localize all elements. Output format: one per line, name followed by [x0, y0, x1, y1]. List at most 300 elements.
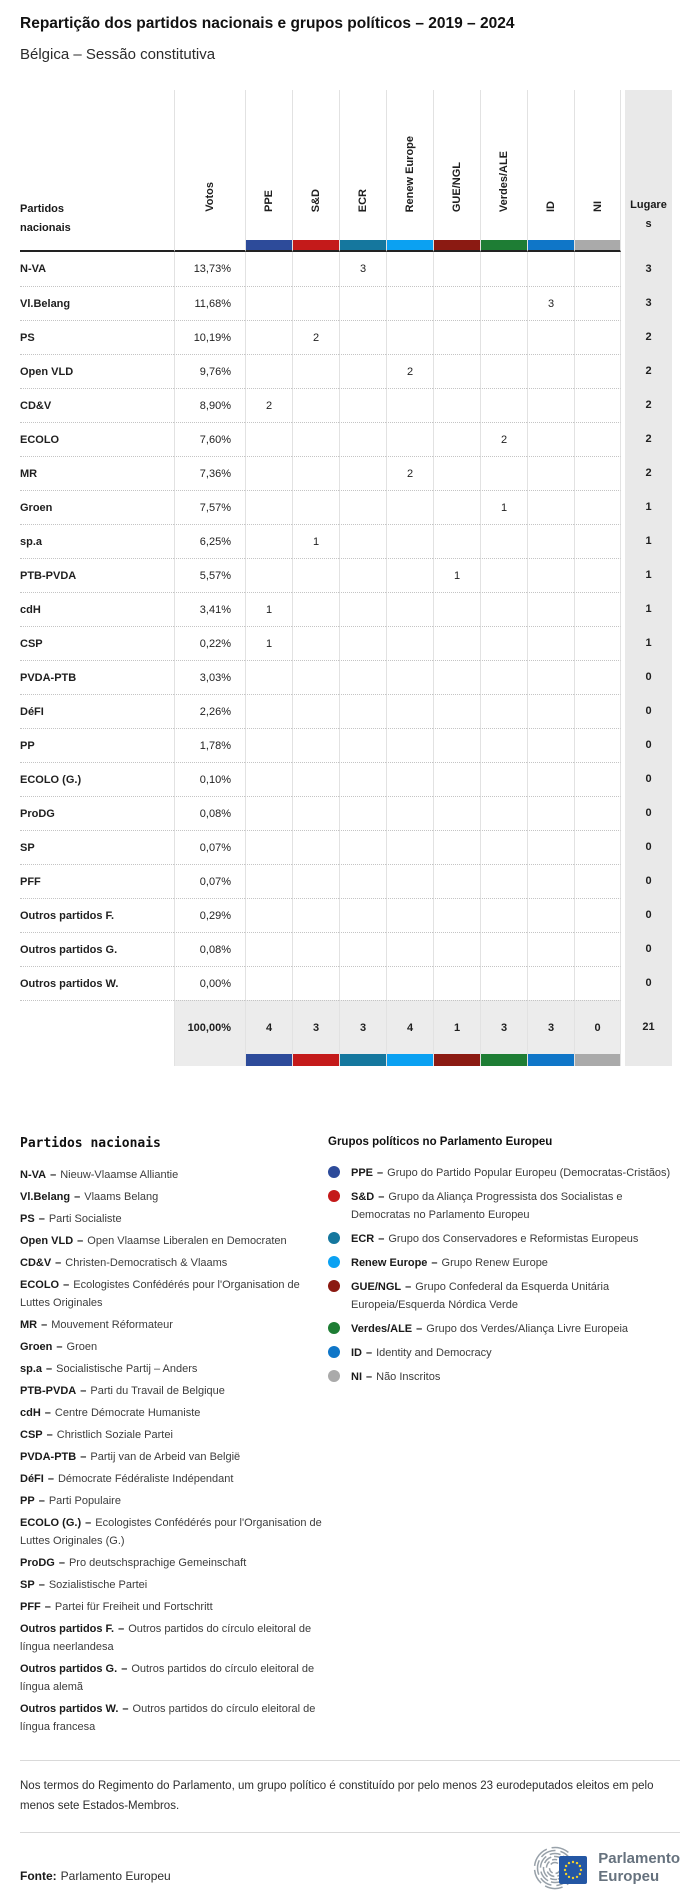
party-abbr: Groen — [20, 1341, 53, 1353]
group-seats-cell — [339, 728, 386, 762]
group-legend-text — [351, 1278, 680, 1314]
divider — [20, 1760, 680, 1761]
group-seats-cell: 3 — [527, 286, 574, 320]
group-legend-text — [351, 1254, 680, 1272]
party-abbr: Outros partidos W. — [20, 1703, 119, 1715]
legend-dash: – — [77, 1235, 84, 1247]
group-header-label: NI — [591, 201, 604, 212]
group-seats-cell — [245, 524, 292, 558]
group-full-name: Grupo do Partido Popular Europeu (Democratas-Cristãos) — [387, 1167, 671, 1179]
group-seats-cell — [527, 762, 574, 796]
group-seats-cell — [480, 660, 527, 694]
group-seats-cell — [245, 932, 292, 966]
votes-cell: 3,41% — [174, 592, 245, 626]
group-legend-text — [351, 1164, 680, 1182]
group-seats-cell — [386, 592, 433, 626]
party-legend-item — [20, 1554, 328, 1572]
party-legend-item — [20, 1254, 328, 1272]
ep-logo-text-line1: Parlamento — [598, 1850, 680, 1867]
group-seats-cell — [292, 932, 339, 966]
group-abbr: ECR — [351, 1233, 375, 1245]
party-abbr: PVDA-PTB — [20, 1451, 77, 1463]
group-seats-cell — [386, 796, 433, 830]
party-name-cell: sp.a — [20, 524, 174, 558]
legend-dash: – — [46, 1429, 53, 1441]
group-seats-cell — [386, 558, 433, 592]
group-seats-cell — [480, 354, 527, 388]
group-seats-cell — [245, 456, 292, 490]
col-header-seats — [625, 90, 672, 240]
votes-cell: 7,57% — [174, 490, 245, 524]
footnote: Nos termos do Regimento do Parlamento, um grupo político é constituído por pelo menos 23 eurodeputados eleitos em pelo menos sete Estados-Membros. — [20, 1780, 654, 1812]
group-seats-cell — [386, 864, 433, 898]
group-seats-cell — [527, 898, 574, 932]
group-seats-cell — [245, 694, 292, 728]
group-seats-cell — [292, 286, 339, 320]
group-seats-cell — [480, 558, 527, 592]
group-seats-cell — [574, 252, 621, 286]
total-group-seats-cell: 3 — [480, 1000, 527, 1054]
group-legend — [328, 1136, 680, 1740]
total-group-color-band — [245, 1054, 292, 1066]
group-seats-cell — [480, 252, 527, 286]
group-abbr: PPE — [351, 1167, 374, 1179]
total-row-spacer — [20, 1000, 174, 1054]
group-seats-cell — [339, 490, 386, 524]
party-abbr: Outros partidos F. — [20, 1623, 115, 1635]
source-value: Parlamento Europeu — [60, 1869, 171, 1883]
group-seats-cell — [480, 932, 527, 966]
party-abbr: Vl.Belang — [20, 1191, 71, 1203]
group-dot-icon — [328, 1346, 340, 1358]
party-name-cell: PVDA-PTB — [20, 660, 174, 694]
group-seats-cell — [574, 728, 621, 762]
group-seats-cell — [527, 830, 574, 864]
seats-column-band — [625, 240, 672, 252]
seats-header-label: Lugares — [630, 199, 667, 230]
total-seats-cell: 0 — [625, 830, 672, 864]
party-full-name: Parti Socialiste — [48, 1213, 122, 1225]
party-name-cell: Outros partidos F. — [20, 898, 174, 932]
party-legend — [20, 1136, 328, 1740]
group-seats-cell — [527, 388, 574, 422]
group-seats-cell — [339, 524, 386, 558]
group-seats-cell — [433, 830, 480, 864]
group-seats-cell — [527, 592, 574, 626]
total-seats-cell: 2 — [625, 456, 672, 490]
group-seats-cell — [574, 626, 621, 660]
group-header-label: ID — [545, 201, 557, 212]
legend-dash: – — [378, 1233, 385, 1245]
group-seats-cell — [433, 694, 480, 728]
party-full-name: Parti du Travail de Belgique — [90, 1385, 225, 1397]
total-seats-cell: 1 — [625, 524, 672, 558]
party-name-cell: PS — [20, 320, 174, 354]
party-abbr: PS — [20, 1213, 35, 1225]
group-legend-item — [328, 1164, 680, 1182]
page-title: Repartição dos partidos nacionais e grupos políticos – 2019 – 2024 — [20, 15, 515, 32]
party-abbr: ECOLO (G.) — [20, 1517, 82, 1529]
party-abbr: PTB-PVDA — [20, 1385, 77, 1397]
group-seats-cell — [527, 490, 574, 524]
party-full-name: Ecologistes Confédérés pour l'Organisation de Luttes Originales — [20, 1279, 300, 1309]
group-legend-item — [328, 1188, 680, 1224]
group-seats-cell — [245, 660, 292, 694]
group-seats-cell — [480, 524, 527, 558]
group-seats-cell — [292, 898, 339, 932]
legend-dash: – — [431, 1257, 438, 1269]
group-seats-cell — [245, 286, 292, 320]
total-seats-cell: 1 — [625, 626, 672, 660]
total-group-seats-cell: 3 — [339, 1000, 386, 1054]
group-full-name: Grupo Renew Europe — [441, 1257, 548, 1269]
group-header-label: PPE — [263, 189, 275, 212]
group-legend-item — [328, 1278, 680, 1314]
party-abbr: ECOLO — [20, 1279, 60, 1291]
legend-dash: – — [118, 1623, 125, 1635]
group-seats-cell — [527, 796, 574, 830]
source-label: Fonte: — [20, 1869, 57, 1883]
group-seats-cell — [339, 966, 386, 1000]
group-seats-cell — [480, 830, 527, 864]
group-seats-cell — [245, 966, 292, 1000]
group-seats-cell — [433, 966, 480, 1000]
group-seats-cell — [480, 898, 527, 932]
group-seats-cell — [527, 966, 574, 1000]
group-dot-icon — [328, 1232, 340, 1244]
total-band-spacer — [20, 1054, 174, 1066]
party-legend-item — [20, 1276, 328, 1312]
group-seats-cell — [339, 592, 386, 626]
party-full-name: Partij van de Arbeid van België — [90, 1451, 241, 1463]
party-legend-item — [20, 1338, 328, 1356]
legend-section — [20, 1136, 680, 1740]
infographic — [0, 15, 700, 1893]
group-seats-cell — [245, 864, 292, 898]
group-legend-text — [351, 1230, 680, 1248]
party-full-name: Pro deutschsprachige Gemeinschaft — [68, 1557, 247, 1569]
group-seats-cell — [292, 660, 339, 694]
party-full-name: Parti Populaire — [48, 1495, 121, 1507]
group-seats-cell — [527, 626, 574, 660]
group-seats-cell — [386, 932, 433, 966]
group-seats-cell — [386, 830, 433, 864]
total-seats-cell: 2 — [625, 388, 672, 422]
legend-dash: – — [416, 1323, 423, 1335]
total-seats-cell: 2 — [625, 422, 672, 456]
total-seats-cell: 0 — [625, 796, 672, 830]
group-legend-item — [328, 1230, 680, 1248]
party-legend-item — [20, 1620, 328, 1656]
group-seats-cell: 2 — [245, 388, 292, 422]
group-seats-cell — [292, 252, 339, 286]
legend-dash: – — [55, 1257, 62, 1269]
party-abbr: SP — [20, 1579, 35, 1591]
group-seats-cell — [527, 932, 574, 966]
group-seats-cell — [480, 694, 527, 728]
group-seats-cell — [245, 354, 292, 388]
group-seats-cell — [480, 728, 527, 762]
total-group-color-band — [433, 1054, 480, 1066]
legend-dash: – — [377, 1167, 384, 1179]
total-seats-cell: 1 — [625, 558, 672, 592]
legend-dash: – — [366, 1347, 373, 1359]
group-seats-cell: 1 — [433, 558, 480, 592]
group-seats-cell — [433, 252, 480, 286]
group-dot-icon — [328, 1280, 340, 1292]
col-header-group — [339, 90, 386, 240]
total-group-seats-cell: 3 — [527, 1000, 574, 1054]
group-seats-cell — [574, 762, 621, 796]
group-seats-cell — [245, 490, 292, 524]
group-seats-cell: 1 — [480, 490, 527, 524]
group-seats-cell — [292, 558, 339, 592]
group-seats-cell — [527, 456, 574, 490]
group-seats-cell — [433, 898, 480, 932]
party-legend-item — [20, 1700, 328, 1736]
votes-cell: 11,68% — [174, 286, 245, 320]
total-seats-cell: 0 — [625, 728, 672, 762]
party-full-name: Nieuw-Vlaamse Alliantie — [60, 1169, 179, 1181]
votes-cell: 13,73% — [174, 252, 245, 286]
group-seats-cell — [339, 830, 386, 864]
party-abbr: Outros partidos G. — [20, 1663, 118, 1675]
group-seats-cell — [433, 796, 480, 830]
party-full-name: Sozialistische Partei — [48, 1579, 148, 1591]
group-seats-cell — [245, 320, 292, 354]
group-seats-cell — [433, 490, 480, 524]
votes-cell: 0,22% — [174, 626, 245, 660]
group-seats-cell — [339, 898, 386, 932]
group-seats-cell — [574, 422, 621, 456]
group-header-label: Renew Europe — [404, 135, 416, 212]
party-abbr: cdH — [20, 1407, 41, 1419]
group-seats-cell — [433, 456, 480, 490]
group-seats-cell — [386, 490, 433, 524]
party-name-cell: Outros partidos G. — [20, 932, 174, 966]
party-name-cell: ECOLO — [20, 422, 174, 456]
party-abbr: CSP — [20, 1429, 43, 1441]
votes-cell: 10,19% — [174, 320, 245, 354]
group-seats-cell — [574, 864, 621, 898]
legend-dash: – — [38, 1495, 45, 1507]
total-group-seats-cell: 3 — [292, 1000, 339, 1054]
group-seats-cell — [574, 456, 621, 490]
legend-dash: – — [121, 1663, 128, 1675]
legend-dash: – — [50, 1169, 57, 1181]
group-seats-cell — [386, 626, 433, 660]
group-dot-icon — [328, 1190, 340, 1202]
total-seats-cell: 0 — [625, 898, 672, 932]
results-table — [20, 90, 672, 1066]
group-seats-cell — [480, 388, 527, 422]
group-seats-cell: 1 — [245, 592, 292, 626]
col-header-group — [480, 90, 527, 240]
party-full-name: Groen — [66, 1341, 98, 1353]
group-seats-cell — [339, 864, 386, 898]
group-full-name: Grupo dos Conservadores e Reformistas Europeus — [388, 1233, 639, 1245]
party-legend-item — [20, 1188, 328, 1206]
party-abbr: ProDG — [20, 1557, 55, 1569]
group-seats-cell — [433, 286, 480, 320]
party-full-name: Open Vlaamse Liberalen en Democraten — [87, 1235, 287, 1247]
col-header-group — [574, 90, 621, 240]
group-seats-cell — [527, 728, 574, 762]
legend-dash: – — [41, 1319, 48, 1331]
grand-total-cell: 21 — [625, 1000, 672, 1054]
group-seats-cell — [339, 320, 386, 354]
party-legend-item — [20, 1404, 328, 1422]
party-legend-item — [20, 1166, 328, 1184]
group-seats-cell — [574, 830, 621, 864]
party-name-cell: PP — [20, 728, 174, 762]
party-name-cell: MR — [20, 456, 174, 490]
group-color-band — [386, 240, 433, 252]
group-seats-cell — [386, 422, 433, 456]
group-seats-cell — [245, 898, 292, 932]
party-name-cell: ECOLO (G.) — [20, 762, 174, 796]
group-seats-cell — [433, 320, 480, 354]
party-name-cell: Open VLD — [20, 354, 174, 388]
group-seats-cell — [433, 592, 480, 626]
group-legend-text — [351, 1188, 680, 1224]
party-legend-item — [20, 1232, 328, 1250]
group-full-name: Não Inscritos — [376, 1371, 441, 1383]
group-seats-cell — [480, 966, 527, 1000]
group-seats-cell — [527, 354, 574, 388]
group-seats-cell — [433, 660, 480, 694]
votes-cell: 8,90% — [174, 388, 245, 422]
party-name-cell: PFF — [20, 864, 174, 898]
page-subtitle: Bélgica – Sessão constitutiva — [20, 46, 216, 63]
legend-dash: – — [47, 1473, 54, 1485]
group-legend-text — [351, 1368, 680, 1386]
group-abbr: NI — [351, 1371, 362, 1383]
legend-dash: – — [80, 1451, 87, 1463]
legend-dash: – — [122, 1703, 129, 1715]
group-seats-cell — [433, 524, 480, 558]
total-group-color-band — [574, 1054, 621, 1066]
votes-cell: 3,03% — [174, 660, 245, 694]
group-seats-cell — [480, 320, 527, 354]
ep-logo-text-line2: Europeu — [598, 1868, 660, 1885]
party-legend-item — [20, 1598, 328, 1616]
party-legend-item — [20, 1492, 328, 1510]
group-abbr: ID — [351, 1347, 362, 1359]
legend-dash: – — [44, 1407, 51, 1419]
legend-dash: – — [56, 1341, 63, 1353]
group-seats-cell: 1 — [292, 524, 339, 558]
votes-cell: 6,25% — [174, 524, 245, 558]
votes-cell: 0,29% — [174, 898, 245, 932]
total-votes-cell: 100,00% — [174, 1000, 245, 1054]
row-header-label: Partidos nacionais — [20, 203, 71, 234]
group-seats-cell — [480, 626, 527, 660]
party-name-cell: cdH — [20, 592, 174, 626]
group-seats-cell: 2 — [386, 456, 433, 490]
total-seats-cell: 1 — [625, 592, 672, 626]
group-seats-cell — [433, 626, 480, 660]
party-name-cell: CSP — [20, 626, 174, 660]
group-seats-cell — [386, 286, 433, 320]
group-seats-cell — [527, 422, 574, 456]
seats-column-band — [625, 1054, 672, 1066]
legend-dash: – — [58, 1557, 65, 1569]
party-legend-item — [20, 1448, 328, 1466]
votes-cell: 0,08% — [174, 796, 245, 830]
group-seats-cell — [574, 490, 621, 524]
group-legend-text — [351, 1344, 680, 1362]
party-legend-item — [20, 1316, 328, 1334]
group-seats-cell — [574, 388, 621, 422]
party-full-name: Partei für Freiheit und Fortschritt — [54, 1601, 213, 1613]
legend-dash: – — [366, 1371, 373, 1383]
group-seats-cell — [574, 660, 621, 694]
party-legend-title: Partidos nacionais — [20, 1136, 161, 1151]
group-seats-cell — [292, 388, 339, 422]
group-color-band — [245, 240, 292, 252]
group-seats-cell — [292, 830, 339, 864]
total-seats-cell: 0 — [625, 864, 672, 898]
group-seats-cell — [574, 898, 621, 932]
total-band-votes — [174, 1054, 245, 1066]
party-name-cell: DéFI — [20, 694, 174, 728]
group-seats-cell — [386, 966, 433, 1000]
party-name-cell: Outros partidos W. — [20, 966, 174, 1000]
source-line — [20, 1869, 171, 1893]
group-seats-cell — [339, 932, 386, 966]
group-full-name: Grupo dos Verdes/Aliança Livre Europeia — [426, 1323, 629, 1335]
group-seats-cell — [386, 388, 433, 422]
group-seats-cell — [433, 422, 480, 456]
party-name-cell: CD&V — [20, 388, 174, 422]
group-seats-cell — [480, 592, 527, 626]
total-seats-cell: 1 — [625, 490, 672, 524]
group-abbr: GUE/NGL — [351, 1281, 402, 1293]
legend-dash: – — [38, 1213, 45, 1225]
party-full-name: Démocrate Fédéraliste Indépendant — [57, 1473, 234, 1485]
total-group-color-band — [292, 1054, 339, 1066]
group-legend-item — [328, 1320, 680, 1338]
total-seats-cell: 3 — [625, 286, 672, 320]
party-full-name: Outros partidos do círculo eleitoral de língua francesa — [20, 1703, 316, 1733]
group-seats-cell — [339, 626, 386, 660]
total-group-color-band — [386, 1054, 433, 1066]
group-dot-icon — [328, 1256, 340, 1268]
group-seats-cell — [292, 728, 339, 762]
group-seats-cell — [574, 286, 621, 320]
party-legend-item — [20, 1210, 328, 1228]
col-header-group — [527, 90, 574, 240]
group-seats-cell: 2 — [292, 320, 339, 354]
group-abbr: Renew Europe — [351, 1257, 428, 1269]
party-name-cell: SP — [20, 830, 174, 864]
group-legend-items — [328, 1164, 680, 1386]
party-full-name: Ecologistes Confédérés pour l'Organisation de Luttes Originales (G.) — [20, 1517, 322, 1547]
group-seats-cell — [292, 592, 339, 626]
votes-cell: 0,00% — [174, 966, 245, 1000]
party-full-name: Vlaams Belang — [84, 1191, 159, 1203]
party-abbr: N-VA — [20, 1169, 47, 1181]
party-legend-items — [20, 1166, 328, 1736]
group-legend-item — [328, 1368, 680, 1386]
row-header-cell — [20, 90, 174, 240]
group-seats-cell — [480, 796, 527, 830]
col-header-group — [433, 90, 480, 240]
group-full-name: Identity and Democracy — [376, 1347, 492, 1359]
total-seats-cell: 0 — [625, 694, 672, 728]
party-legend-item — [20, 1470, 328, 1488]
